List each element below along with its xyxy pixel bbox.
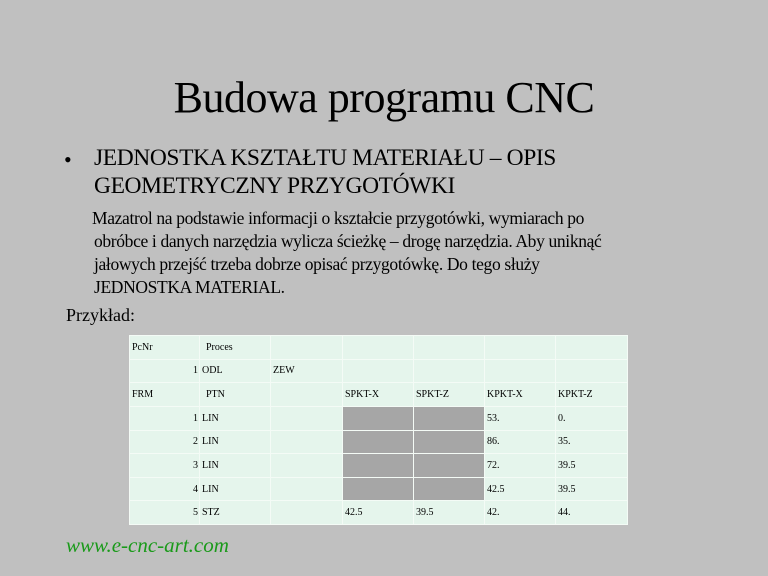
table-cell: 1 [130,406,200,430]
table-cell [414,406,485,430]
table-cell: 86. [485,430,556,454]
table-row [130,383,628,407]
table-cell: 39.5 [556,454,628,478]
table-row [130,406,628,430]
bullet-line-1: JEDNOSTKA KSZTAŁTU MATERIAŁU – OPIS [94,145,556,171]
table-cell [414,454,485,478]
table-header: SPKT-Z [414,383,485,407]
material-table [129,335,628,525]
table-cell: 35. [556,430,628,454]
table-row [130,454,628,478]
paragraph-line-3: jałowych przejść trzeba dobrze opisać przygotówkę. Do tego służy [94,254,540,274]
table-header: KPKT-X [485,383,556,407]
slide-title: Budowa programu CNC [173,73,595,122]
table-row [130,477,628,501]
table-header: SPKT-X [343,383,414,407]
table-cell: ZEW [271,359,343,383]
table-cell: LIN [200,454,271,478]
table-cell: 39.5 [414,501,485,525]
table-cell: LIN [200,477,271,501]
website-url: www.e-cnc-art.com [66,533,229,557]
table-cell [343,454,414,478]
table-cell: 1 [130,359,200,383]
table-cell: LIN [200,406,271,430]
bullet-icon: • [64,147,72,172]
table-row [130,359,628,383]
bullet-line-2: GEOMETRYCZNY PRZYGOTÓWKI [94,173,455,199]
example-label: Przykład: [66,305,135,325]
table-row [130,501,628,525]
table-cell: ODL [200,359,271,383]
table-cell [343,430,414,454]
table-cell: Proces [200,336,271,360]
table-cell: 3 [130,454,200,478]
table-cell: 0. [556,406,628,430]
table-cell: 4 [130,477,200,501]
table-cell: STZ [200,501,271,525]
table-cell: LIN [200,430,271,454]
table-row [130,430,628,454]
table-cell: 39.5 [556,477,628,501]
table-cell [343,406,414,430]
table-cell: 42.5 [485,477,556,501]
table-cell [414,430,485,454]
table-cell: PTN [200,383,271,407]
paragraph-line-2: obróbce i danych narzędzia wylicza ścieżkę – drogę narzędzia. Aby uniknąć [94,231,602,251]
table-cell: PcNr [130,336,200,360]
table-cell: 2 [130,430,200,454]
table-row [130,336,628,360]
paragraph-line-1: Mazatrol na podstawie informacji o kształcie przygotówki, wymiarach po [92,208,585,228]
table-cell: 42.5 [343,501,414,525]
table-cell [343,477,414,501]
table-cell: FRM [130,383,200,407]
table-header: KPKT-Z [556,383,628,407]
table-cell: 42. [485,501,556,525]
table-cell: 44. [556,501,628,525]
table-cell [414,477,485,501]
table-cell: 53. [485,406,556,430]
table-cell: 72. [485,454,556,478]
table-cell: 5 [130,501,200,525]
paragraph-line-4: JEDNOSTKA MATERIAL. [94,277,285,297]
